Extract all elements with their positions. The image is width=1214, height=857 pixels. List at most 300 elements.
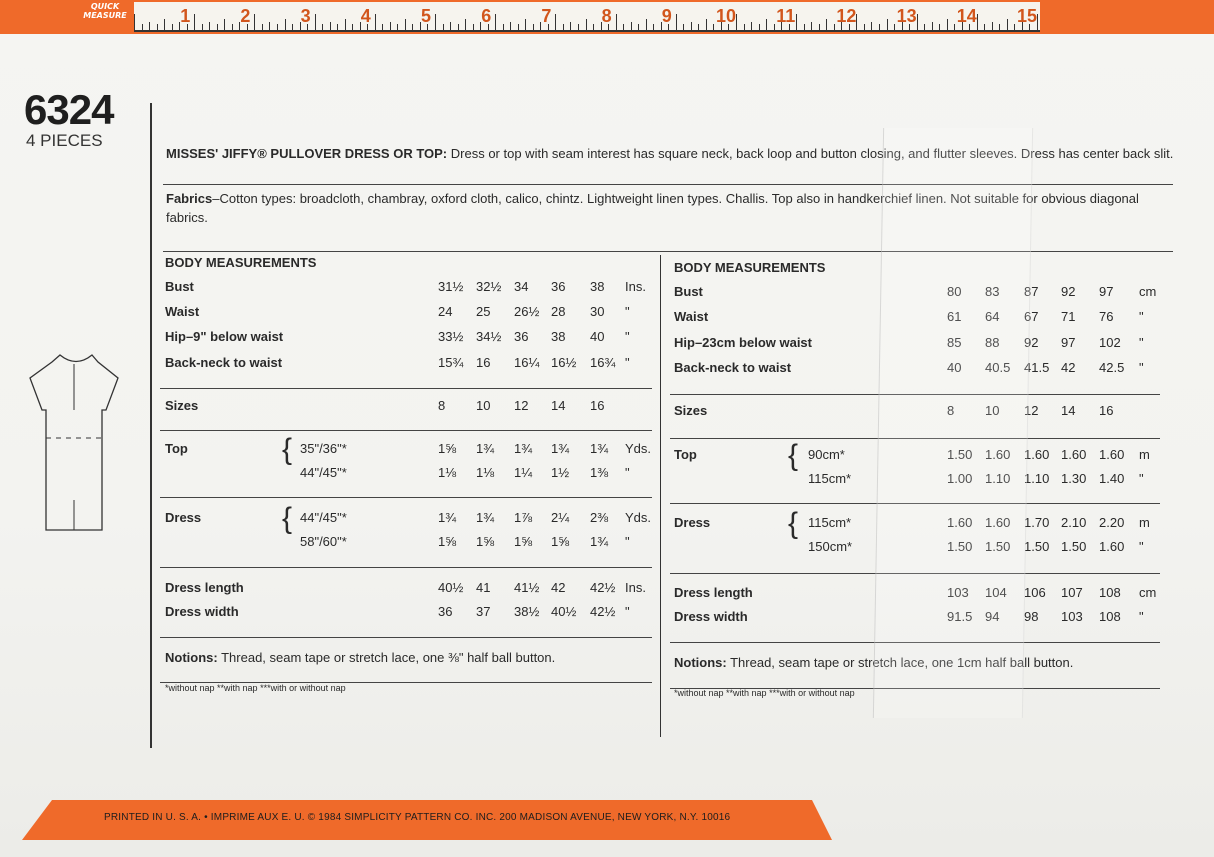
- sizes-label: Sizes: [674, 403, 708, 418]
- table-cell: 85: [947, 335, 962, 350]
- table-cell: 34½: [476, 329, 502, 344]
- ruler-tick: [202, 24, 203, 30]
- ruler-tick: [691, 22, 692, 30]
- fabric-width: 115cm*: [808, 515, 852, 530]
- table-cell: 88: [985, 335, 1000, 350]
- table-cell: 37: [476, 604, 491, 619]
- divider: [160, 497, 652, 498]
- row-label: Dress width: [674, 609, 748, 624]
- table-cell: 1.50: [947, 539, 973, 554]
- notions: [674, 655, 1073, 670]
- fabric-width: 35"/36"*: [300, 441, 347, 456]
- size-value: 12: [514, 398, 529, 413]
- divider: [160, 388, 652, 389]
- table-cell: 40: [590, 329, 605, 344]
- table-cell: 1.10: [985, 471, 1011, 486]
- table-cell: 97: [1099, 284, 1114, 299]
- unit-label: ": [625, 304, 630, 319]
- ruler-tick: [345, 19, 346, 30]
- ruler-tick: [510, 22, 511, 30]
- table-cell: 40½: [551, 604, 577, 619]
- table-cell: 1⅞: [514, 510, 533, 525]
- row-label: Back-neck to waist: [165, 355, 283, 370]
- size-value: 14: [551, 398, 566, 413]
- table-cell: 92: [1024, 335, 1039, 350]
- yardage-label: Dress: [674, 515, 711, 530]
- table-cell: 42.5: [1099, 360, 1125, 375]
- table-cell: 36: [551, 279, 566, 294]
- row-label: Hip–23cm below waist: [674, 335, 812, 350]
- unit-label: Yds.: [625, 441, 652, 456]
- table-cell: 83: [985, 284, 1000, 299]
- table-cell: 107: [1061, 585, 1083, 600]
- table-cell: 40.5: [985, 360, 1011, 375]
- table-cell: 42½: [590, 580, 616, 595]
- row-label: Bust: [165, 279, 194, 294]
- ruler-tick: [744, 24, 745, 30]
- ruler-number: 15: [1017, 6, 1038, 26]
- notions-label: Notions:: [674, 655, 727, 670]
- ruler-tick: [774, 24, 775, 30]
- ruler-tick: [164, 19, 165, 30]
- ruler-tick: [834, 24, 835, 30]
- unit-label: Yds.: [625, 510, 652, 525]
- ruler-tick: [412, 24, 413, 30]
- size-value: 16: [1099, 403, 1114, 418]
- ruler-tick: [134, 14, 135, 30]
- description-text: Dress or top with seam interest has square neck, back loop and button closing, and flutter sleeves. Dress has center back slit.: [450, 146, 1174, 161]
- fabric-width: 58"/60"*: [300, 534, 347, 549]
- table-cell: 16½: [551, 355, 577, 370]
- footnote: *without nap **with nap ***with or without nap: [674, 688, 855, 698]
- table-cell: 31½: [438, 279, 464, 294]
- table-cell: 64: [985, 309, 1000, 324]
- unit-label: ": [1139, 309, 1144, 324]
- table-cell: 108: [1099, 609, 1121, 624]
- row-label: Dress width: [165, 604, 239, 619]
- ruler-tick: [954, 24, 955, 30]
- table-cell: 98: [1024, 609, 1039, 624]
- ruler-tick: [871, 22, 872, 30]
- ruler-tick: [1014, 24, 1015, 30]
- ruler-tick: [999, 24, 1000, 30]
- table-cell: 41: [476, 580, 491, 595]
- ruler-tick: [405, 19, 406, 30]
- ruler-tick: [887, 19, 888, 30]
- ruler-tick: [563, 24, 564, 30]
- ruler-tick: [631, 22, 632, 30]
- table-cell: 2.20: [1099, 515, 1125, 530]
- table-cell: 1⅜: [590, 465, 609, 480]
- ruler-tick: [435, 14, 436, 30]
- ruler-tick: [397, 24, 398, 30]
- table-cell: 1⅛: [476, 465, 495, 480]
- unit-label: Ins.: [625, 279, 646, 294]
- table-cell: 38: [551, 329, 566, 344]
- fabrics-line: [166, 191, 1139, 206]
- table-cell: 36: [514, 329, 529, 344]
- table-cell: 30: [590, 304, 605, 319]
- table-cell: 76: [1099, 309, 1114, 324]
- table-cell: 92: [1061, 284, 1076, 299]
- table-cell: 1¼: [514, 465, 533, 480]
- ruler-tick: [518, 24, 519, 30]
- unit-label: ": [1139, 471, 1144, 486]
- table-cell: 1¾: [438, 510, 457, 525]
- table-cell: 1.50: [1061, 539, 1087, 554]
- ruler-tick: [616, 14, 617, 30]
- unit-label: ": [1139, 539, 1144, 554]
- table-cell: 61: [947, 309, 962, 324]
- ruler-tick: [450, 22, 451, 30]
- quick-measure-band: [0, 0, 1214, 34]
- ruler-tick: [819, 24, 820, 30]
- table-cell: 71: [1061, 309, 1076, 324]
- yardage-label: Dress: [165, 510, 202, 525]
- footer-copyright: PRINTED IN U. S. A. • IMPRIME AUX E. U. © 1984 SIMPLICITY PATTERN CO. INC. 200 MADISON AVENUE, NEW YORK, N.Y. 10016: [104, 812, 731, 823]
- unit-label: cm: [1139, 284, 1157, 299]
- table-cell: 1½: [551, 465, 570, 480]
- divider: [670, 503, 1160, 504]
- ruler-tick: [804, 24, 805, 30]
- table-cell: 16¼: [514, 355, 540, 370]
- ruler-tick: [458, 24, 459, 30]
- table-cell: 36: [438, 604, 453, 619]
- table-cell: 1.60: [947, 515, 973, 530]
- unit-label: ": [1139, 335, 1144, 350]
- ruler-number: 9: [661, 6, 672, 26]
- table-cell: 1⅛: [438, 465, 457, 480]
- ruler-tick: [382, 24, 383, 30]
- ruler-tick: [194, 14, 195, 30]
- brace-icon: {: [282, 433, 293, 466]
- row-label: Waist: [674, 309, 709, 324]
- unit-label: ": [1139, 360, 1144, 375]
- ruler-tick: [653, 24, 654, 30]
- table-cell: 67: [1024, 309, 1039, 324]
- table-cell: 42: [551, 580, 566, 595]
- ruler-tick: [879, 24, 880, 30]
- ruler-tick: [375, 14, 376, 30]
- table-cell: 1.60: [985, 447, 1011, 462]
- ruler-tick: [269, 22, 270, 30]
- pieces-count: 4 PIECES: [26, 131, 103, 150]
- brace-icon: {: [282, 502, 293, 535]
- unit-label: m: [1139, 447, 1150, 462]
- size-value: 16: [590, 398, 605, 413]
- ruler-tick: [224, 19, 225, 30]
- table-cell: 1.00: [947, 471, 973, 486]
- ruler-tick: [977, 14, 978, 30]
- ruler-tick: [209, 22, 210, 30]
- inch-ruler: [134, 2, 1040, 32]
- notions-text: Thread, seam tape or stretch lace, one 1cm half ball button.: [730, 655, 1074, 670]
- unit-label: ": [625, 465, 630, 480]
- footnote: *without nap **with nap ***with or without nap: [165, 683, 346, 693]
- table-cell: 1¾: [551, 441, 570, 456]
- table-cell: 2.10: [1061, 515, 1087, 530]
- ruler-tick: [390, 22, 391, 30]
- table-cell: 16: [476, 355, 491, 370]
- table-cell: 16¾: [590, 355, 616, 370]
- notions-label: Notions:: [165, 650, 218, 665]
- table-cell: 25: [476, 304, 491, 319]
- ruler-tick: [811, 22, 812, 30]
- ruler-tick: [894, 24, 895, 30]
- table-cell: 40½: [438, 580, 464, 595]
- unit-label: m: [1139, 515, 1150, 530]
- ruler-tick: [638, 24, 639, 30]
- ruler-number: 10: [716, 6, 737, 26]
- table-cell: 1⅝: [514, 534, 533, 549]
- ruler-tick: [533, 24, 534, 30]
- table-cell: 1¾: [590, 441, 609, 456]
- table-cell: 42½: [590, 604, 616, 619]
- ruler-number: 7: [541, 6, 552, 26]
- ruler-tick: [939, 24, 940, 30]
- row-label: Waist: [165, 304, 200, 319]
- table-cell: 1⅝: [476, 534, 495, 549]
- table-cell: 34: [514, 279, 529, 294]
- ruler-tick: [292, 24, 293, 30]
- table-cell: 106: [1024, 585, 1046, 600]
- ruler-tick: [586, 19, 587, 30]
- ruler-tick: [578, 24, 579, 30]
- left-divider: [150, 103, 152, 748]
- unit-label: ": [625, 329, 630, 344]
- table-cell: 24: [438, 304, 453, 319]
- table-cell: 1.10: [1024, 471, 1050, 486]
- ruler-number: 6: [481, 6, 492, 26]
- table-cell: 1.50: [1024, 539, 1050, 554]
- description-title: MISSES' JIFFY® PULLOVER DRESS OR TOP:: [166, 146, 448, 161]
- table-cell: 1⅝: [438, 534, 457, 549]
- fabrics-line-2: fabrics.: [166, 210, 208, 225]
- ruler-number: 4: [360, 6, 371, 26]
- ruler-tick: [217, 24, 218, 30]
- table-cell: 103: [947, 585, 969, 600]
- description: [166, 146, 1173, 161]
- table-cell: 1⅝: [438, 441, 457, 456]
- ruler-tick: [713, 24, 714, 30]
- ruler-tick: [856, 14, 857, 30]
- table-cell: 1.60: [1099, 539, 1125, 554]
- pattern-number: 6324: [24, 86, 114, 133]
- ruler-tick: [232, 24, 233, 30]
- fabric-width: 44"/45"*: [300, 510, 347, 525]
- divider: [163, 184, 1173, 185]
- row-label: Dress length: [165, 580, 244, 595]
- ruler-number: 1: [180, 6, 191, 26]
- ruler-tick: [285, 19, 286, 30]
- divider: [160, 637, 652, 638]
- table-cell: 1¾: [476, 441, 495, 456]
- table-cell: 97: [1061, 335, 1076, 350]
- ruler-tick: [555, 14, 556, 30]
- table-cell: 33½: [438, 329, 464, 344]
- table-cell: 1.70: [1024, 515, 1050, 530]
- row-label: Bust: [674, 284, 703, 299]
- ruler-tick: [525, 19, 526, 30]
- fabrics-label: Fabrics: [166, 191, 213, 206]
- size-value: 8: [947, 403, 955, 418]
- table-cell: 32½: [476, 279, 502, 294]
- ruler-number: 13: [896, 6, 917, 26]
- ruler-tick: [766, 19, 767, 30]
- ruler-number: 14: [956, 6, 977, 26]
- ruler-tick: [262, 24, 263, 30]
- ruler-tick: [352, 24, 353, 30]
- table-cell: 1.60: [1099, 447, 1125, 462]
- fabric-width: 115cm*: [808, 471, 852, 486]
- divider: [160, 567, 652, 568]
- table-cell: 42: [1061, 360, 1076, 375]
- size-value: 12: [1024, 403, 1039, 418]
- table-cell: 94: [985, 609, 1000, 624]
- ruler-tick: [947, 19, 948, 30]
- ruler-tick: [698, 24, 699, 30]
- ruler-tick: [315, 14, 316, 30]
- divider: [670, 642, 1160, 643]
- table-cell: 1.50: [947, 447, 973, 462]
- ruler-number: 5: [421, 6, 432, 26]
- table-cell: 2⅜: [590, 510, 609, 525]
- ruler-tick: [503, 24, 504, 30]
- ruler-tick: [593, 24, 594, 30]
- quick-measure-tag: QUICK MEASURE: [74, 0, 136, 22]
- ruler-tick: [864, 24, 865, 30]
- ruler-tick: [254, 14, 255, 30]
- unit-label: ": [625, 355, 630, 370]
- divider: [670, 573, 1160, 574]
- ruler-tick: [751, 22, 752, 30]
- ruler-tick: [736, 14, 737, 30]
- ruler-number: 2: [240, 6, 251, 26]
- ruler-number: 12: [836, 6, 857, 26]
- table-cell: 103: [1061, 609, 1083, 624]
- table-cell: 1.60: [985, 515, 1011, 530]
- yardage-label: Top: [674, 447, 697, 462]
- garment-sketch: [26, 350, 126, 535]
- unit-label: ": [1139, 609, 1144, 624]
- table-cell: 1.40: [1099, 471, 1125, 486]
- ruler-tick: [676, 14, 677, 30]
- table-cell: 108: [1099, 585, 1121, 600]
- table-cell: 40: [947, 360, 962, 375]
- notions-text: Thread, seam tape or stretch lace, one ⅜" half ball button.: [221, 650, 556, 665]
- unit-label: cm: [1139, 585, 1157, 600]
- table-cell: 1⅝: [551, 534, 570, 549]
- ruler-tick: [473, 24, 474, 30]
- ruler-tick: [992, 22, 993, 30]
- ruler-tick: [149, 22, 150, 30]
- table-cell: 26½: [514, 304, 540, 319]
- ruler-number: 8: [601, 6, 612, 26]
- unit-label: ": [625, 534, 630, 549]
- section-heading: BODY MEASUREMENTS: [674, 260, 826, 275]
- ruler-tick: [932, 22, 933, 30]
- ruler-tick: [277, 24, 278, 30]
- ruler-tick: [917, 14, 918, 30]
- notions: [165, 650, 555, 665]
- size-value: 10: [985, 403, 1000, 418]
- ruler-tick: [706, 19, 707, 30]
- ruler-tick: [1037, 14, 1038, 30]
- table-cell: 1¾: [590, 534, 609, 549]
- table-cell: 38: [590, 279, 605, 294]
- table-cell: 41½: [514, 580, 540, 595]
- table-cell: 1.60: [1061, 447, 1087, 462]
- ruler-tick: [623, 24, 624, 30]
- ruler-tick: [1007, 19, 1008, 30]
- brace-icon: {: [788, 507, 799, 540]
- ruler-tick: [322, 24, 323, 30]
- table-cell: 28: [551, 304, 566, 319]
- ruler-tick: [330, 22, 331, 30]
- table-cell: 38½: [514, 604, 540, 619]
- ruler-tick: [924, 24, 925, 30]
- center-divider: [660, 255, 661, 737]
- size-value: 14: [1061, 403, 1076, 418]
- divider: [670, 438, 1160, 439]
- row-label: Back-neck to waist: [674, 360, 792, 375]
- divider: [163, 251, 1173, 252]
- divider: [670, 394, 1160, 395]
- ruler-tick: [142, 24, 143, 30]
- ruler-tick: [646, 19, 647, 30]
- ruler-tick: [683, 24, 684, 30]
- section-heading: BODY MEASUREMENTS: [165, 255, 317, 270]
- table-cell: 2¼: [551, 510, 570, 525]
- table-cell: 102: [1099, 335, 1121, 350]
- divider: [160, 430, 652, 431]
- ruler-number: 3: [300, 6, 311, 26]
- size-value: 10: [476, 398, 491, 413]
- unit-label: Ins.: [625, 580, 646, 595]
- yardage-label: Top: [165, 441, 188, 456]
- ruler-tick: [796, 14, 797, 30]
- table-cell: 15¾: [438, 355, 464, 370]
- ruler-tick: [337, 24, 338, 30]
- table-cell: 1.60: [1024, 447, 1050, 462]
- ruler-tick: [826, 19, 827, 30]
- table-cell: 80: [947, 284, 962, 299]
- table-cell: 1¾: [476, 510, 495, 525]
- ruler-tick: [157, 24, 158, 30]
- brace-icon: {: [788, 439, 799, 472]
- fabric-width: 90cm*: [808, 447, 845, 462]
- ruler-tick: [759, 24, 760, 30]
- fabrics-text: –Cotton types: broadcloth, chambray, oxford cloth, calico, chintz. Lightweight linen types. Challis. Top also in handkerchief linen. Not suitable for obvious diagonal: [212, 191, 1139, 206]
- fabric-width: 150cm*: [808, 539, 853, 554]
- table-cell: 1.30: [1061, 471, 1087, 486]
- fabric-width: 44"/45"*: [300, 465, 347, 480]
- table-cell: 87: [1024, 284, 1039, 299]
- unit-label: ": [625, 604, 630, 619]
- table-cell: 91.5: [947, 609, 973, 624]
- ruler-tick: [570, 22, 571, 30]
- tape-overlay: [873, 128, 1033, 718]
- row-label: Hip–9" below waist: [165, 329, 284, 344]
- table-cell: 1.50: [985, 539, 1011, 554]
- table-cell: 104: [985, 585, 1007, 600]
- ruler-tick: [495, 14, 496, 30]
- table-cell: 1¾: [514, 441, 533, 456]
- row-label: Dress length: [674, 585, 753, 600]
- ruler-number: 11: [776, 6, 796, 26]
- ruler-tick: [172, 24, 173, 30]
- ruler-tick: [465, 19, 466, 30]
